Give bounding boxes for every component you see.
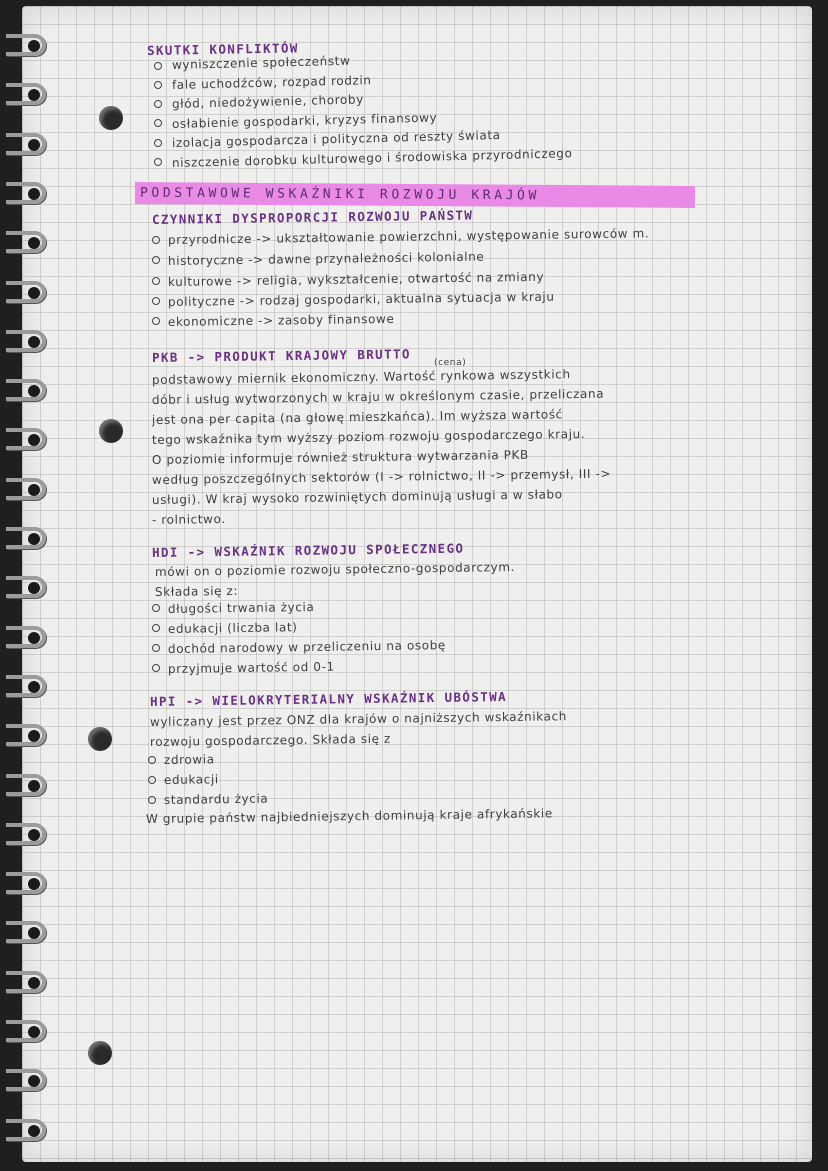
coil-hole: [28, 681, 40, 693]
bullet-icon: [154, 62, 162, 70]
heading-pkb: PKB -> PRODUKT KRAJOWY BRUTTO: [151, 346, 411, 365]
text-line: podstawowy miernik ekonomiczny. Wartość rynkowa wszystkich: [151, 367, 571, 387]
bullet-icon: [152, 604, 160, 612]
coil-loop: [6, 626, 46, 648]
text-line: mówi on o poziomie rozwoju społeczno-gospodarczym.: [154, 559, 516, 579]
spiral-coil: [0, 1119, 46, 1139]
coil-loop: [6, 1020, 46, 1042]
spiral-coil: [0, 774, 46, 794]
heading-czynniki: CZYNNIKI DYSPROPORCJI ROZWOJU PAŃSTW: [151, 207, 474, 227]
coil-loop: [6, 872, 46, 894]
text-line: tego wskaźnika tym wyższy poziom rozwoju gospodarczego kraju.: [151, 426, 586, 447]
coil-loop: [6, 823, 46, 845]
heading-hdi: HDI -> WSKAŹNIK ROZWOJU SPOŁECZNEGO: [151, 540, 465, 560]
text-line: wyliczany jest przez ONZ dla krajów o najniższych wskaźnikach: [149, 709, 568, 729]
coil-hole: [28, 287, 40, 299]
spiral-coil: [0, 231, 46, 251]
spiral-coil: [0, 675, 46, 695]
bullet-icon: [154, 158, 162, 166]
bullet-icon: [154, 139, 162, 147]
list-item: standardu życia: [163, 791, 269, 807]
spiral-coil: [0, 1069, 46, 1089]
section-title-wskazniki: PODSTAWOWE WSKAŹNIKI ROZWOJU KRAJÓW: [139, 185, 540, 204]
text-line: rozwoju gospodarczego. Składa się z: [149, 731, 391, 749]
list-item: kulturowe -> religia, wykształcenie, otwartość na zmiany: [167, 269, 545, 289]
list-item: wyniszczenie społeczeństw: [171, 53, 351, 72]
spiral-coil: [0, 921, 46, 941]
bullet-icon: [154, 81, 162, 89]
spiral-coil: [0, 527, 46, 547]
coil-hole: [28, 1026, 40, 1038]
punch-hole: [88, 727, 112, 751]
text-line: według poszczególnych sektorów (I -> rolnictwo, II -> przemysł, III ->: [151, 466, 612, 487]
spiral-coil: [0, 330, 46, 350]
coil-loop: [6, 675, 46, 697]
spiral-coil: [0, 182, 46, 202]
list-item: izolacja gospodarcza i polityczna od reszty świata: [171, 127, 501, 150]
coil-loop: [6, 231, 46, 253]
notebook-page: [22, 6, 812, 1162]
coil-hole: [28, 40, 40, 52]
coil-loop: [6, 281, 46, 303]
coil-loop: [6, 133, 46, 155]
bullet-icon: [152, 297, 160, 305]
spiral-coil: [0, 823, 46, 843]
coil-hole: [28, 878, 40, 890]
coil-loop: [6, 330, 46, 352]
coil-hole: [28, 385, 40, 397]
text-line: - rolnictwo.: [151, 511, 226, 527]
coil-loop: [6, 724, 46, 746]
spiral-coil: [0, 576, 46, 596]
coil-loop: [6, 576, 46, 598]
spiral-coil: [0, 34, 46, 54]
bullet-icon: [152, 236, 160, 244]
spiral-coil: [0, 83, 46, 103]
spiral-coil: [0, 872, 46, 892]
bullet-icon: [154, 119, 162, 127]
annotation-cena: (cena): [434, 358, 467, 368]
spiral-coil: [0, 724, 46, 744]
coil-hole: [28, 780, 40, 792]
list-item: edukacji (liczba lat): [167, 620, 298, 636]
spiral-coil: [0, 133, 46, 153]
list-item: ekonomiczne -> zasoby finansowe: [167, 311, 395, 329]
spiral-coil: [0, 478, 46, 498]
coil-loop: [6, 182, 46, 204]
list-item: historyczne -> dawne przynależności kolonialne: [167, 249, 485, 268]
list-item: osłabienie gospodarki, kryzys finansowy: [171, 110, 438, 131]
spiral-coil: [0, 379, 46, 399]
list-item: przyrodnicze -> ukształtowanie powierzchni, występowanie surowców m.: [167, 226, 650, 247]
list-item: długości trwania życia: [167, 599, 315, 616]
punch-hole: [99, 419, 123, 443]
coil-hole: [28, 139, 40, 151]
coil-hole: [28, 188, 40, 200]
bullet-icon: [152, 624, 160, 632]
bullet-icon: [152, 277, 160, 285]
spiral-coil: [0, 971, 46, 991]
list-item: zdrowia: [163, 752, 215, 767]
coil-hole: [28, 1125, 40, 1137]
text-line: dóbr i usług wytworzonych w kraju w określonym czasie, przeliczana: [151, 386, 605, 407]
spiral-coil: [0, 281, 46, 301]
bullet-icon: [148, 776, 156, 784]
heading-hpi: HPI -> WIELOKRYTERIALNY WSKAŹNIK UBÓSTWA: [149, 689, 508, 709]
list-item: dochód narodowy w przeliczeniu na osobę: [167, 638, 446, 656]
punch-hole: [88, 1041, 112, 1065]
bullet-icon: [152, 664, 160, 672]
coil-hole: [28, 336, 40, 348]
list-item: polityczne -> rodzaj gospodarki, aktualna sytuacja w kraju: [167, 289, 555, 309]
bullet-icon: [154, 100, 162, 108]
coil-loop: [6, 478, 46, 500]
coil-loop: [6, 34, 46, 56]
coil-loop: [6, 921, 46, 943]
list-item: głód, niedożywienie, choroby: [171, 92, 364, 111]
text-line: O poziomie informuje również struktura wytwarzania PKB: [151, 447, 529, 467]
text-line: W grupie państw najbiedniejszych dominują kraje afrykańskie: [145, 806, 553, 826]
coil-loop: [6, 774, 46, 796]
coil-loop: [6, 971, 46, 993]
list-item: edukacji: [163, 772, 219, 787]
bullet-icon: [148, 796, 156, 804]
bullet-icon: [152, 317, 160, 325]
text-line: Składa się z:: [154, 583, 239, 599]
punch-hole: [99, 106, 123, 130]
bullet-icon: [152, 644, 160, 652]
coil-hole: [28, 632, 40, 644]
coil-loop: [6, 83, 46, 105]
coil-loop: [6, 1069, 46, 1091]
bullet-icon: [148, 756, 156, 764]
coil-loop: [6, 428, 46, 450]
text-line: jest ona per capita (na głowę mieszkańca). Im wyższa wartość: [151, 407, 563, 427]
list-item: fale uchodźców, rozpad rodzin: [171, 73, 372, 92]
coil-loop: [6, 1119, 46, 1141]
heading-skutki-konfliktow: SKUTKI KONFLIKTÓW: [146, 40, 299, 58]
coil-hole: [28, 977, 40, 989]
text-line: usługi). W kraj wysoko rozwiniętych dominują usługi a w słabo: [151, 487, 563, 507]
coil-hole: [28, 484, 40, 496]
list-item: niszczenie dorobku kulturowego i środowiska przyrodniczego: [171, 146, 573, 170]
spiral-coil: [0, 1020, 46, 1040]
coil-hole: [28, 533, 40, 545]
list-item: przyjmuje wartość od 0-1: [167, 659, 335, 676]
coil-hole: [28, 829, 40, 841]
coil-loop: [6, 379, 46, 401]
spiral-coil: [0, 428, 46, 448]
coil-loop: [6, 527, 46, 549]
bullet-icon: [152, 256, 160, 264]
spiral-coil: [0, 626, 46, 646]
